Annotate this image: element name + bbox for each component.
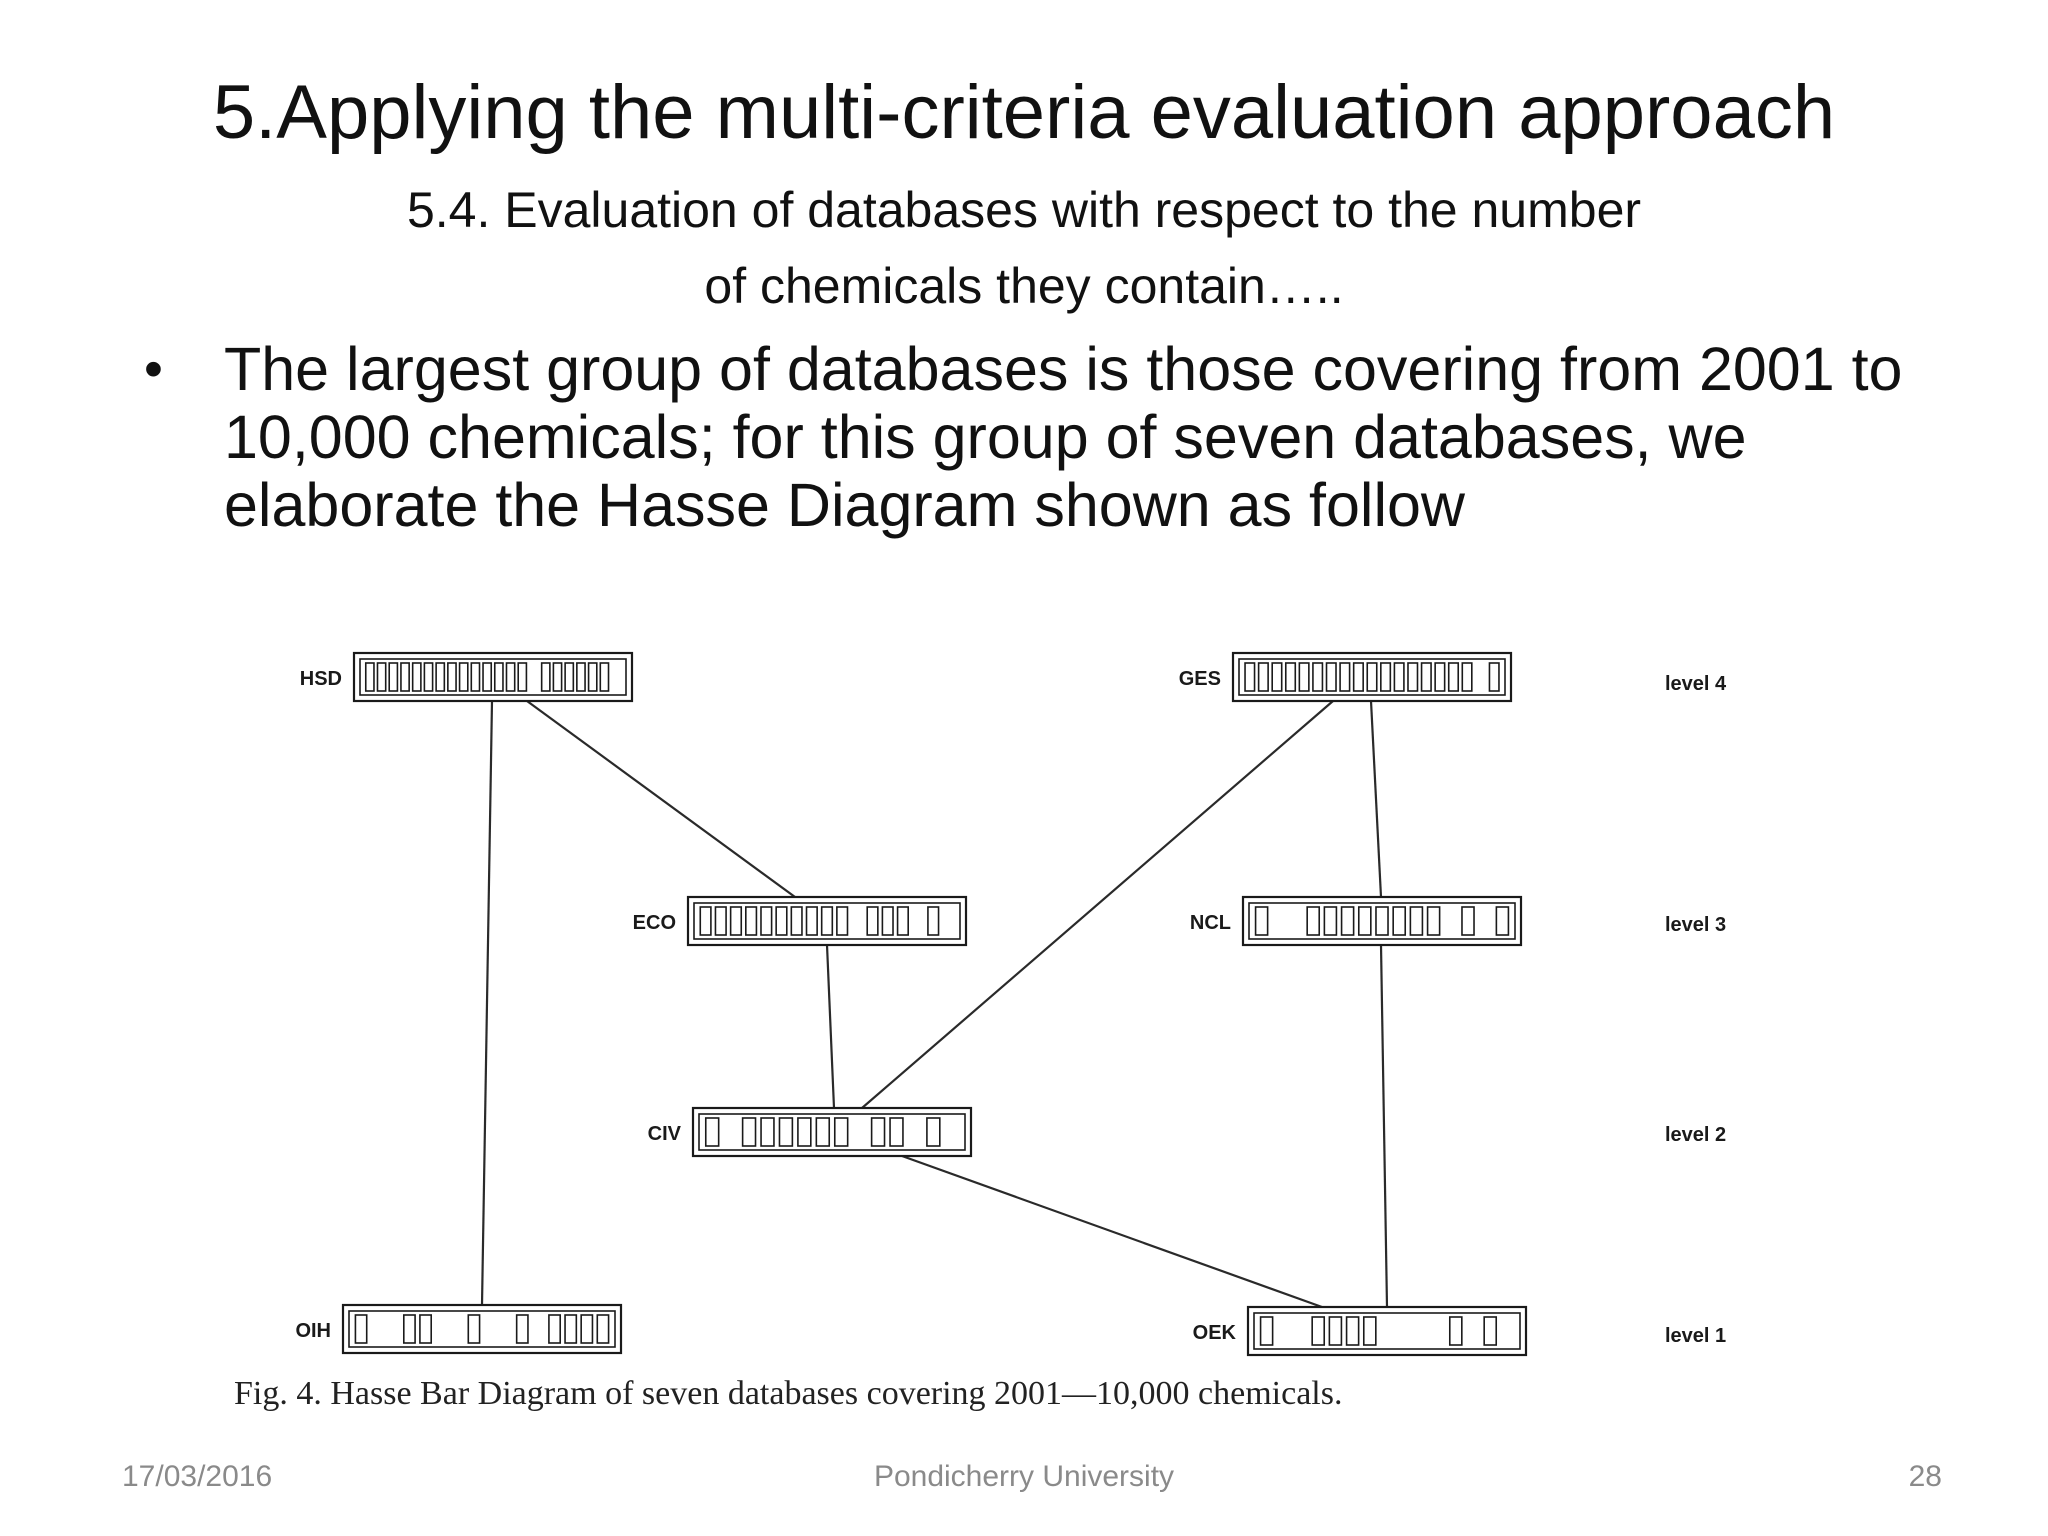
level-label: level 2: [1665, 1124, 1727, 1146]
figure-caption: Fig. 4. Hasse Bar Diagram of seven databases covering 2001—10,000 chemicals.: [234, 1375, 1343, 1412]
diagram-nodes: [295, 653, 1526, 1355]
subtitle-line-2: of chemicals they contain…..: [704, 258, 1344, 314]
node-label: OIH: [295, 1320, 331, 1342]
level-label: level 1: [1665, 1325, 1727, 1347]
level-label: level 4: [1665, 673, 1727, 695]
node-label: HSD: [299, 668, 342, 690]
edge-ncl-oek: [1381, 945, 1387, 1307]
slide-title: 5.Applying the multi-criteria evaluation approach: [212, 70, 1836, 155]
node-label: OEK: [1192, 1322, 1236, 1344]
bullet-dot-icon: •: [144, 339, 163, 399]
level-label: level 3: [1665, 914, 1727, 936]
level-labels: [1665, 673, 1727, 1347]
diagram-edges: [482, 701, 1387, 1307]
node-label: CIV: [647, 1123, 681, 1145]
node-ges: [1179, 653, 1511, 701]
footer-page-number: 28: [1908, 1460, 1942, 1493]
footer-date: 17/03/2016: [122, 1460, 273, 1493]
footer-organization: Pondicherry University: [873, 1460, 1175, 1493]
node-label: GES: [1178, 668, 1221, 690]
subtitle-line-1: 5.4. Evaluation of databases with respect to the number: [406, 182, 1642, 238]
node-oih: [295, 1305, 621, 1353]
bullet-text: The largest group of databases is those covering from 2001 to 10,000 chemicals; for this group of seven databases, we elaborate the Hasse Diagram shown as follow: [224, 335, 1903, 539]
edge-eco-civ: [827, 945, 834, 1108]
edge-civ-oek: [902, 1156, 1322, 1307]
node-eco: [633, 897, 966, 945]
edge-ges-ncl: [1371, 701, 1381, 897]
edge-hsd-eco: [527, 701, 795, 897]
node-oek: [1193, 1307, 1526, 1355]
node-civ: [648, 1108, 971, 1156]
edge-hsd-oih: [482, 701, 492, 1305]
node-label: ECO: [632, 912, 676, 934]
node-ncl: [1190, 897, 1521, 945]
node-label: NCL: [1189, 912, 1231, 934]
node-hsd: [300, 653, 632, 701]
